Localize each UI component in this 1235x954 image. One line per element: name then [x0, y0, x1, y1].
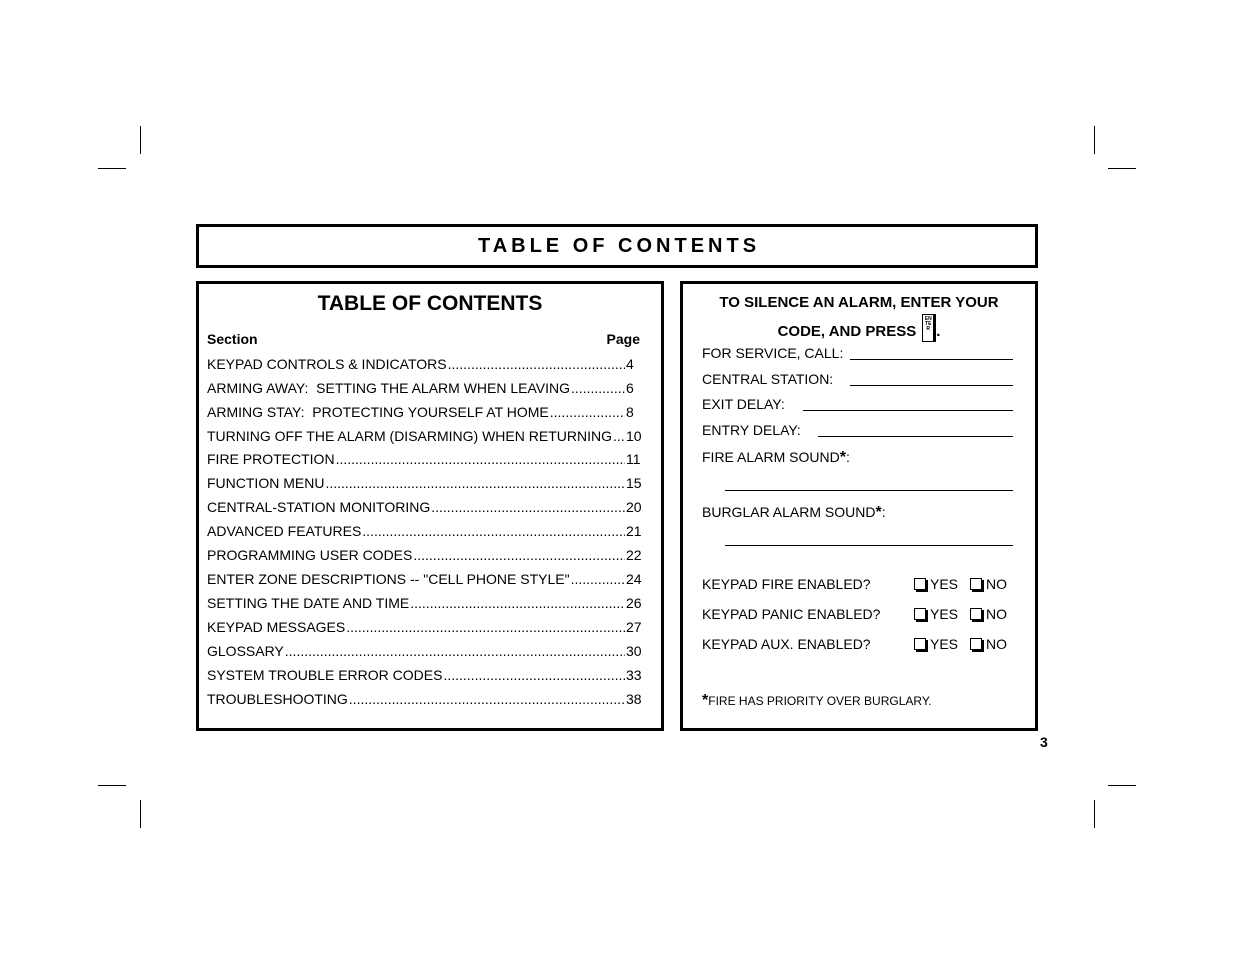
info-panel — [680, 281, 1038, 731]
toc-entry[interactable]: TROUBLESHOOTING ..... 38 — [207, 691, 643, 709]
header-banner — [196, 224, 1038, 268]
checkbox-icon — [914, 608, 926, 620]
checkbox-icon — [970, 638, 982, 650]
yes-checkbox[interactable]: YES — [914, 636, 958, 652]
toc-entry[interactable]: ADVANCED FEATURES ..... 21 — [207, 523, 643, 541]
entry-delay-field[interactable] — [818, 436, 1013, 437]
crop-mark — [1108, 168, 1136, 169]
crop-mark — [140, 126, 141, 154]
fire-alarm-sound-field[interactable] — [725, 490, 1013, 491]
crop-mark — [1094, 800, 1095, 828]
enter-key-icon: ENTER — [922, 314, 936, 342]
checkbox-icon — [914, 578, 926, 590]
section-column-header: Section — [207, 331, 258, 347]
toc-entry[interactable]: SETTING THE DATE AND TIME ..... 26 — [207, 595, 643, 613]
central-station-label: CENTRAL STATION: — [702, 371, 834, 387]
crop-mark — [98, 785, 126, 786]
crop-mark — [140, 800, 141, 828]
toc-entry[interactable]: FIRE PROTECTION ..... 11 — [207, 451, 643, 469]
toc-entry[interactable]: FUNCTION MENU ..... 15 — [207, 475, 643, 493]
no-checkbox[interactable]: NO — [970, 606, 1007, 622]
crop-mark — [1108, 785, 1136, 786]
toc-entry[interactable]: KEYPAD CONTROLS & INDICATORS ..... 4 — [207, 356, 643, 374]
toc-entry[interactable]: CENTRAL-STATION MONITORING ..... 20 — [207, 499, 643, 517]
burglar-alarm-sound-field[interactable] — [725, 545, 1013, 546]
priority-note: *FIRE HAS PRIORITY OVER BURGLARY. — [702, 692, 932, 709]
no-checkbox[interactable]: NO — [970, 576, 1007, 592]
page-number: 3 — [1040, 734, 1048, 750]
toc-title: TABLE OF CONTENTS — [317, 292, 543, 315]
central-station-field[interactable] — [850, 385, 1013, 386]
toc-entry[interactable]: SYSTEM TROUBLE ERROR CODES ..... 33 — [207, 667, 643, 685]
checkbox-icon — [970, 608, 982, 620]
banner-title: TABLE OF CONTENTS — [477, 234, 761, 257]
toc-entry[interactable]: ARMING STAY: PROTECTING YOURSELF AT HOME ..... 8 — [207, 404, 643, 422]
burglar-alarm-sound-label: BURGLAR ALARM SOUND*: — [702, 504, 886, 521]
no-checkbox[interactable]: NO — [970, 636, 1007, 652]
toc-panel — [196, 281, 664, 731]
keypad-aux-option: KEYPAD AUX. ENABLED? YES NO — [702, 636, 1007, 652]
exit-delay-label: EXIT DELAY: — [702, 396, 785, 412]
checkbox-icon — [970, 578, 982, 590]
fire-alarm-sound-label: FIRE ALARM SOUND*: — [702, 449, 850, 466]
toc-entry[interactable]: ARMING AWAY: SETTING THE ALARM WHEN LEAVING ..... 6 — [207, 380, 643, 398]
crop-mark — [1094, 126, 1095, 154]
silence-instructions: TO SILENCE AN ALARM, ENTER YOUR CODE, AND PRESS ENTER . — [719, 294, 999, 340]
yes-checkbox[interactable]: YES — [914, 606, 958, 622]
keypad-fire-option: KEYPAD FIRE ENABLED? YES NO — [702, 576, 1007, 592]
service-label: FOR SERVICE, CALL: — [702, 345, 844, 361]
crop-mark — [98, 168, 126, 169]
yes-checkbox[interactable]: YES — [914, 576, 958, 592]
service-field[interactable] — [850, 359, 1013, 360]
toc-entry[interactable]: PROGRAMMING USER CODES ..... 22 — [207, 547, 643, 565]
entry-delay-label: ENTRY DELAY: — [702, 422, 801, 438]
page-column-header: Page — [606, 331, 640, 347]
checkbox-icon — [914, 638, 926, 650]
toc-entry[interactable]: GLOSSARY ..... 30 — [207, 643, 643, 661]
exit-delay-field[interactable] — [803, 410, 1013, 411]
toc-entry[interactable]: ENTER ZONE DESCRIPTIONS -- "CELL PHONE STYLE" ..... 24 — [207, 571, 643, 589]
toc-entry[interactable]: KEYPAD MESSAGES ..... 27 — [207, 619, 643, 637]
keypad-panic-option: KEYPAD PANIC ENABLED? YES NO — [702, 606, 1007, 622]
toc-entry[interactable]: TURNING OFF THE ALARM (DISARMING) WHEN RETURNING ..... 10 — [207, 428, 643, 446]
